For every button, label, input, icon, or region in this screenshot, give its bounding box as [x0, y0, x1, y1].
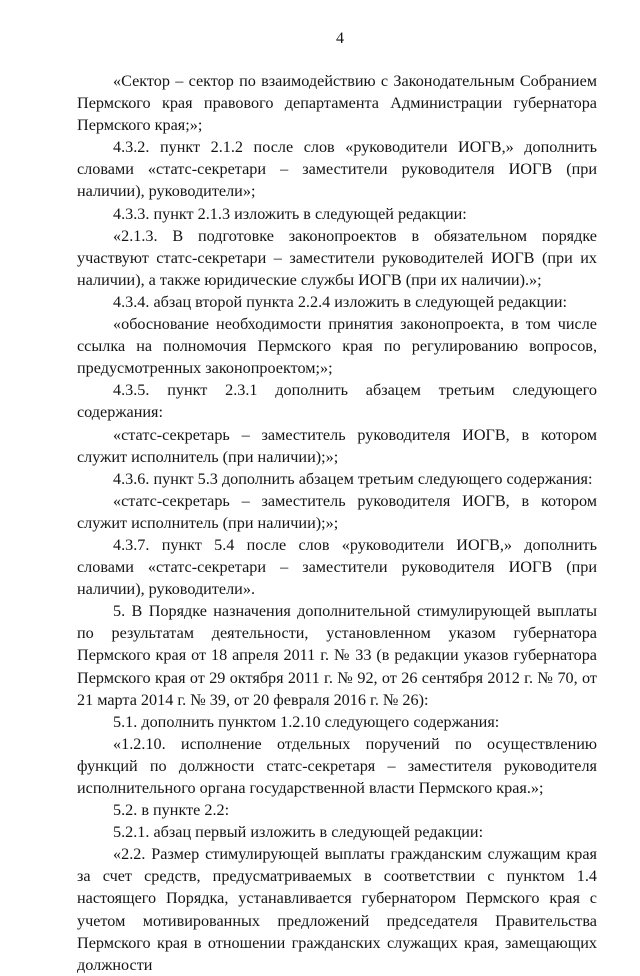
paragraph-4-3-7: 4.3.7. пункт 5.4 после слов «руководители ИОГВ,» дополнить словами «статс-секретари – заместители руководителя ИОГВ (при наличии), руководители». [77, 535, 597, 599]
paragraph-5-1: 5.1. дополнить пунктом 1.2.10 следующего содержания: [113, 712, 500, 731]
paragraph-4-3-5: 4.3.5. пункт 2.3.1 дополнить абзацем третьим следующего содержания: [77, 381, 597, 422]
paragraph-justification-quote: «обоснование необходимости принятия законопроекта, в том числе ссылка на полномочия Пермского края по регулированию вопросов, предусмотренных законопроектом;»; [77, 315, 597, 378]
paragraph-1-2-10-quote: «1.2.10. исполнение отдельных поручений по осуществлению функций по должности статс-секретаря – заместителя руководителя исполнительного органа государственной власти Пермского края.»; [77, 734, 597, 797]
paragraph-4-3-3: 4.3.3. пункт 2.1.3 изложить в следующей редакции: [113, 204, 467, 223]
paragraph-5-2-1: 5.2.1. абзац первый изложить в следующей редакции: [113, 823, 484, 842]
paragraph-4-3-4: 4.3.4. абзац второй пункта 2.2.4 изложить в следующей редакции: [113, 292, 567, 311]
document-body [77, 70, 597, 976]
paragraph-5: 5. В Порядке назначения дополнительной стимулирующей выплаты по результатам деятельности, установленном указом губернатора Пермского края от 18 апреля 2011 г. № 33 (в редакции указов губернатора Пермского края от 29 октября 2011 г. № 92, от 26 сентября 2012 г. № 70, от 21 марта 2014 г. № 39, от 20 февраля 2016 г. № 26): [77, 602, 597, 709]
page-number: 4 [336, 30, 344, 47]
paragraph-2-2-quote: «2.2. Размер стимулирующей выплаты гражданским служащим края за счет средств, предусматриваемых в соответствии с пунктом 1.4 настоящего Порядка, устанавливается губернатором Пермского края с учетом мотивированных предложений председателя Правительства Пермского края в отношении гражданских служащих края, замещающих должности [77, 845, 597, 974]
paragraph-2-1-3-quote: «2.1.3. В подготовке законопроектов в обязательном порядке участвуют статс-секретари – заместители руководителей ИОГВ (при их наличии), а также юридические службы ИОГВ (при их наличии).»; [77, 226, 597, 289]
paragraph-4-3-6: 4.3.6. пункт 5.3 дополнить абзацем третьим следующего содержания: [113, 469, 593, 488]
paragraph-4-3-2: 4.3.2. пункт 2.1.2 после слов «руководители ИОГВ,» дополнить словами «статс-секретари – заместители руководителя ИОГВ (при наличии), руководители»; [77, 138, 597, 201]
paragraph-sector-definition: «Сектор – сектор по взаимодействию с Законодательным Собранием Пермского края правового департамента Администрации губернатора Пермского края;»; [77, 72, 597, 135]
paragraph-state-secretary-quote-2: «статс-секретарь – заместитель руководителя ИОГВ, в котором служит исполнитель (при наличии);»; [77, 491, 597, 532]
paragraph-5-2: 5.2. в пункте 2.2: [113, 801, 230, 820]
paragraph-state-secretary-quote-1: «статс-секретарь – заместитель руководителя ИОГВ, в котором служит исполнитель (при наличии);»; [77, 425, 597, 466]
